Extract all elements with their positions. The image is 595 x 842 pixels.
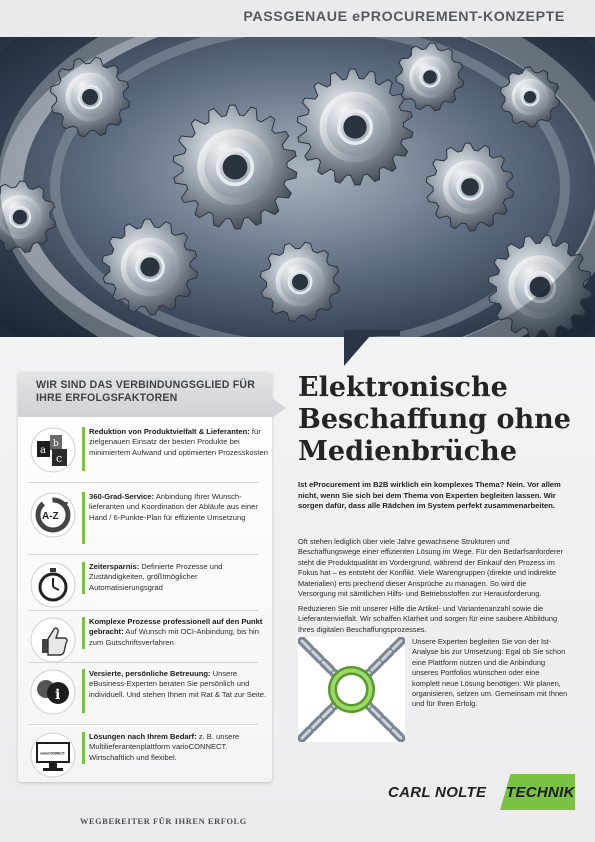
monitor-label: varioCONNECT <box>40 751 65 756</box>
feature-title: Versierte, persönliche Betreuung: <box>89 669 211 678</box>
article-paragraph-1: Oft stehen lediglich über viele Jahre gewachsene Strukturen und Beschaffungswege einer effizienten Lösung im Wege. Für den Bedarfsanforderer steht die Produktqualität im Vordergrund, während der Einkauf den Prozess im Fokus hat – es entsteht der Konflikt. Viele Warengruppen (direkte und indirekte Materialien) erts prechend dieser Ansprüche zu managen. So wird die Versorgung mit sämtlichen Hilfs- und Betriebsstoffen zur Herausforderung. <box>298 537 563 599</box>
logo-name: CARL NOLTE <box>388 784 487 801</box>
divider <box>28 610 258 611</box>
header-bar <box>0 0 595 37</box>
feature-body: Anbindung Ihrer Wunsch-lieferanten und Koordination der Abläufe aus einer Hand / 6-Punkte-Plan für effiziente Umsetzung <box>89 492 258 522</box>
feature-title: Zeitersparnis: <box>89 562 140 571</box>
feature-title: 360-Grad-Service: <box>89 492 155 501</box>
feature-title: Lösungen nach Ihrem Bedarf: <box>89 732 197 741</box>
article-paragraph-2: Reduzieren Sie mit unserer Hilfe die Artikel- und Variantenanzahl sowie die Lieferantenvielfalt. Wir schaffen Klarheit und sorgen für eine saubere Abbildung Ihres digitalen Beschaffungsprozesses. <box>298 604 558 634</box>
monitor-icon <box>30 732 76 778</box>
svg-text:c: c <box>56 452 63 465</box>
feature-text <box>82 427 268 471</box>
svg-text:A-Z: A-Z <box>42 511 59 522</box>
svg-text:i: i <box>55 687 61 703</box>
gear-shape <box>260 242 339 321</box>
feature-text <box>82 669 268 713</box>
svg-text:b: b <box>53 439 59 449</box>
header-title: PASSGENAUE ePROCUREMENT-KONZEPTE <box>243 9 565 25</box>
feature-text <box>82 617 268 649</box>
logo-accent-text: TECHNIK <box>506 784 575 801</box>
a-z-cycle-icon <box>30 492 76 538</box>
footer-slogan: WEGBEREITER FÜR IHREN ERFOLG <box>80 817 247 826</box>
success-factors-header <box>18 372 272 417</box>
divider <box>28 554 258 555</box>
thumbs-up-icon <box>30 617 76 663</box>
article-lead: Ist eProcurement im B2B wirklich ein komplexes Thema? Nein. Vor allem nicht, wenn Sie sich bei dem Thema von Experten begleiten lassen. Wir sorgen dafür, dass alle Rädchen im System perfekt zusammenarbeiten. <box>298 480 561 511</box>
feature-text <box>82 562 268 594</box>
hero-gears-image <box>0 37 595 337</box>
feature-text <box>82 492 268 544</box>
sidebar-bubble-tail <box>272 398 286 418</box>
info-icon <box>30 669 76 715</box>
stopwatch-icon <box>30 562 76 608</box>
carl-nolte-logo <box>388 774 575 810</box>
divider <box>28 724 258 725</box>
article-paragraph-3: Unsere Experten begleiten Sie von der Ist-Analyse bis zur Umsetzung: Egal ob Sie schon eine Plattform nutzen und die Anbindung unseres Portfolios wünschen oder eine komplett neue Lösung benötigen: Wir planen, organisieren, setzen um. Gemeinsam mit Ihnen und für Ihren Erfolg. <box>412 637 568 709</box>
divider <box>28 662 258 663</box>
feature-title: Reduktion von Produktvielfalt & Lieferanten: <box>89 427 250 436</box>
success-factors-box <box>18 372 272 782</box>
hero-bubble-tail <box>340 330 400 370</box>
svg-text:a: a <box>40 445 46 456</box>
feature-title: Komplexe Prozesse professionell auf den Punkt gebracht: <box>89 617 263 637</box>
feature-body: Auf Wunsch mit OCI-Anbindung, bis hin zum Gutschriftsverfahren <box>89 627 259 647</box>
article-title: Elektronische Beschaffung ohne Medienbrüche <box>298 372 571 467</box>
abc-blocks-icon <box>30 427 76 473</box>
chain-ring-image <box>298 637 405 742</box>
divider <box>28 482 258 483</box>
feature-body: für zielgenauen Einsatz der besten Produkte bei minimiertem Aufwand und optimierten Prozesskosten <box>89 427 268 457</box>
feature-body: Definierte Prozesse und Zuständigkeiten, größtmöglicher Automatisierungsgrad <box>89 562 223 592</box>
success-factors-title: WIR SIND DAS VERBINDUNGSGLIED FÜR IHRE ERFOLGSFAKTOREN <box>36 379 256 404</box>
feature-body: z. B. unsere Multilieferantenplattform varioCONNECT. Wirtschaftlich und flexibel. <box>89 732 240 762</box>
feature-text <box>82 732 268 764</box>
feature-body: Unsere eBusiness-Experten beraten Sie persönlich und individuell. Und stehen Ihnen mit Rat & Tat zur Seite. <box>89 669 267 699</box>
